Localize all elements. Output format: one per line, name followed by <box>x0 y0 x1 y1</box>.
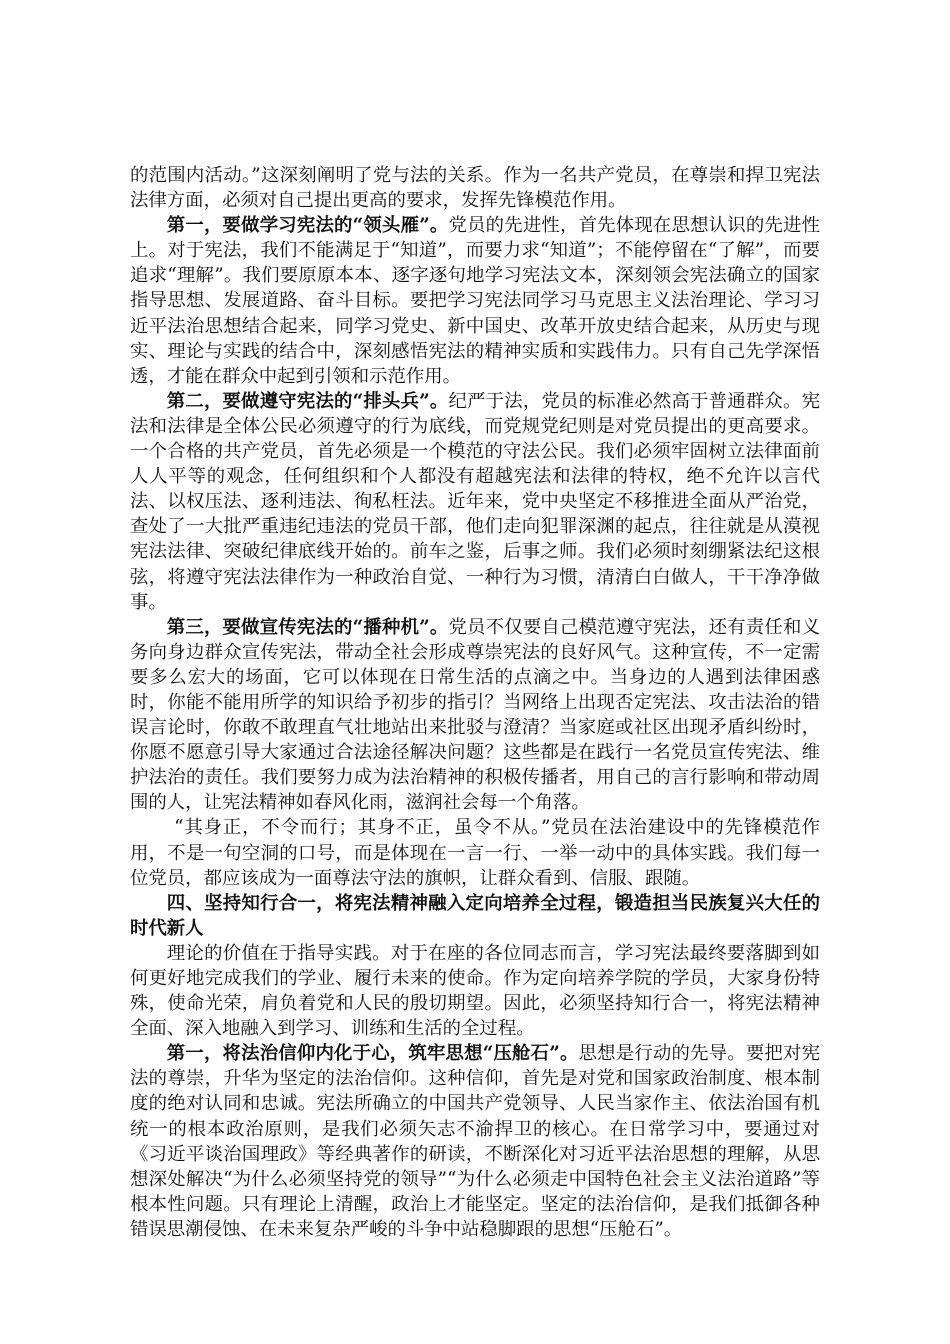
paragraph-text: 思想是行动的先导。要把对宪法的尊崇，升华为坚定的法治信仰。这种信仰，首先是对党和国家政治制度、根本制度的绝对认同和忠诚。宪法所确立的中国共产党领导、人民当家作主、依法治国有机统一的根本政治原则，是我们必须矢志不渝捍卫的核心。在日常学习中，要通过对《习近平谈治国理政》等经典著作的研读，不断深化对习近平法治思想的理解，从思想深处解决“为什么必须坚持党的领导”“为什么必须走中国特色社会主义法治道路”等根本性问题。只有理论上清醒，政治上才能坚定。坚定的法治信仰，是我们抵御各种错误思潮侵蚀、在未来复杂严峻的斗争中站稳脚跟的思想“压舱石”。 <box>130 1043 820 1240</box>
document-page <box>130 163 820 1242</box>
paragraph-section-4-intro <box>130 941 820 1041</box>
paragraph-quote <box>130 815 820 890</box>
paragraph-text: 党员的先进性，首先体现在思想认识的先进性上。对于宪法，我们不能满足于“知道”，而要力求“知道”；不能停留在“了解”，而要追求“理解”。我们要原原本本、逐字逐句地学习宪法文本，深刻领会宪法确立的国家指导思想、发展道路、奋斗目标。要把学习宪法同学习马克思主义法治理论、学习习近平法治思想结合起来，同学习党史、新中国史、改革开放史结合起来，从历史与现实、理论与实践的结合中，深刻感悟宪法的精神实质和实践伟力。只有自己先学深悟透，才能在群众中起到引领和示范作用。 <box>130 215 820 387</box>
paragraph-point-1-study <box>130 213 820 389</box>
paragraph-text: “其身正，不令而行；其身不正，虽令不从。”党员在法治建设中的先锋模范作用，不是一句空洞的口号，而是体现在一言一行、一举一动中的具体实践。我们每一位党员，都应该成为一面尊法守法的旗帜，让群众看到、信服、跟随。 <box>130 817 820 889</box>
paragraph-text: 的范围内活动。”这深刻阐明了党与法的关系。作为一名共产党员，在尊崇和捍卫宪法法律方面，必须对自己提出更高的要求，发挥先锋模范作用。 <box>130 165 820 212</box>
paragraph-section-4-point-1 <box>130 1041 820 1242</box>
paragraph-point-3-promote <box>130 615 820 816</box>
paragraph-text: 纪严于法，党员的标准必然高于普通群众。宪法和法律是全体公民必须遵守的行为底线，而党规党纪则是对党员提出的更高要求。一个合格的共产党员，首先必须是一个模范的守法公民。我们必须牢固树立法律面前人人平等的观念，任何组织和个人都没有超越宪法和法律的特权，绝不允许以言代法、以权压法、逐利违法、徇私枉法。近年来，党中央坚定不移推进全面从严治党，查处了一大批严重违纪违法的党员干部，他们走向犯罪深渊的起点，往往就是从漠视宪法法律、突破纪律底线开始的。前车之鉴，后事之师。我们必须时刻绷紧法纪这根弦，将遵守宪法法律作为一种政治自觉、一种行为习惯，清清白白做人，干干净净做事。 <box>130 390 820 613</box>
paragraph-text: 党员不仅要自己模范遵守宪法，还有责任和义务向身边群众宣传宪法，带动全社会形成尊崇宪法的良好风气。这种宣传，不一定需要多么宏大的场面，它可以体现在日常生活的点滴之中。当身边的人遇到法律困惑时，你能不能用所学的知识给予初步的指引？当网络上出现否定宪法、攻击法治的错误言论时，你敢不敢理直气壮地站出来批驳与澄清？当家庭或社区出现矛盾纠纷时，你愿不愿意引导大家通过合法途径解决问题？这些都是在践行一名党员宣传宪法、维护法治的责任。我们要努力成为法治精神的积极传播者，用自己的言行影响和带动周围的人，让宪法精神如春风化雨，滋润社会每一个角落。 <box>130 616 820 814</box>
paragraph-continuation <box>130 163 820 213</box>
section-heading-text: 四、坚持知行合一，将宪法精神融入定向培养全过程，锻造担当民族复兴大任的时代新人 <box>130 892 820 939</box>
section-heading-4 <box>130 891 820 941</box>
paragraph-heading: 第三，要做宣传宪法的“播种机”。 <box>166 616 449 638</box>
paragraph-heading: 第二，要做遵守宪法的“排头兵”。 <box>166 390 449 412</box>
paragraph-text: 理论的价值在于指导实践。对于在座的各位同志而言，学习宪法最终要落脚到如何更好地完成我们的学业、履行未来的使命。作为定向培养学院的学员，大家身份特殊，使命光荣，肩负着党和人民的殷切期望。因此，必须坚持知行合一，将宪法精神全面、深入地融入到学习、训练和生活的全过程。 <box>130 942 820 1040</box>
paragraph-heading: 第一，要做学习宪法的“领头雁”。 <box>166 215 449 237</box>
paragraph-heading: 第一，将法治信仰内化于心，筑牢思想“压舱石”。 <box>166 1043 579 1065</box>
paragraph-point-2-obey <box>130 389 820 615</box>
